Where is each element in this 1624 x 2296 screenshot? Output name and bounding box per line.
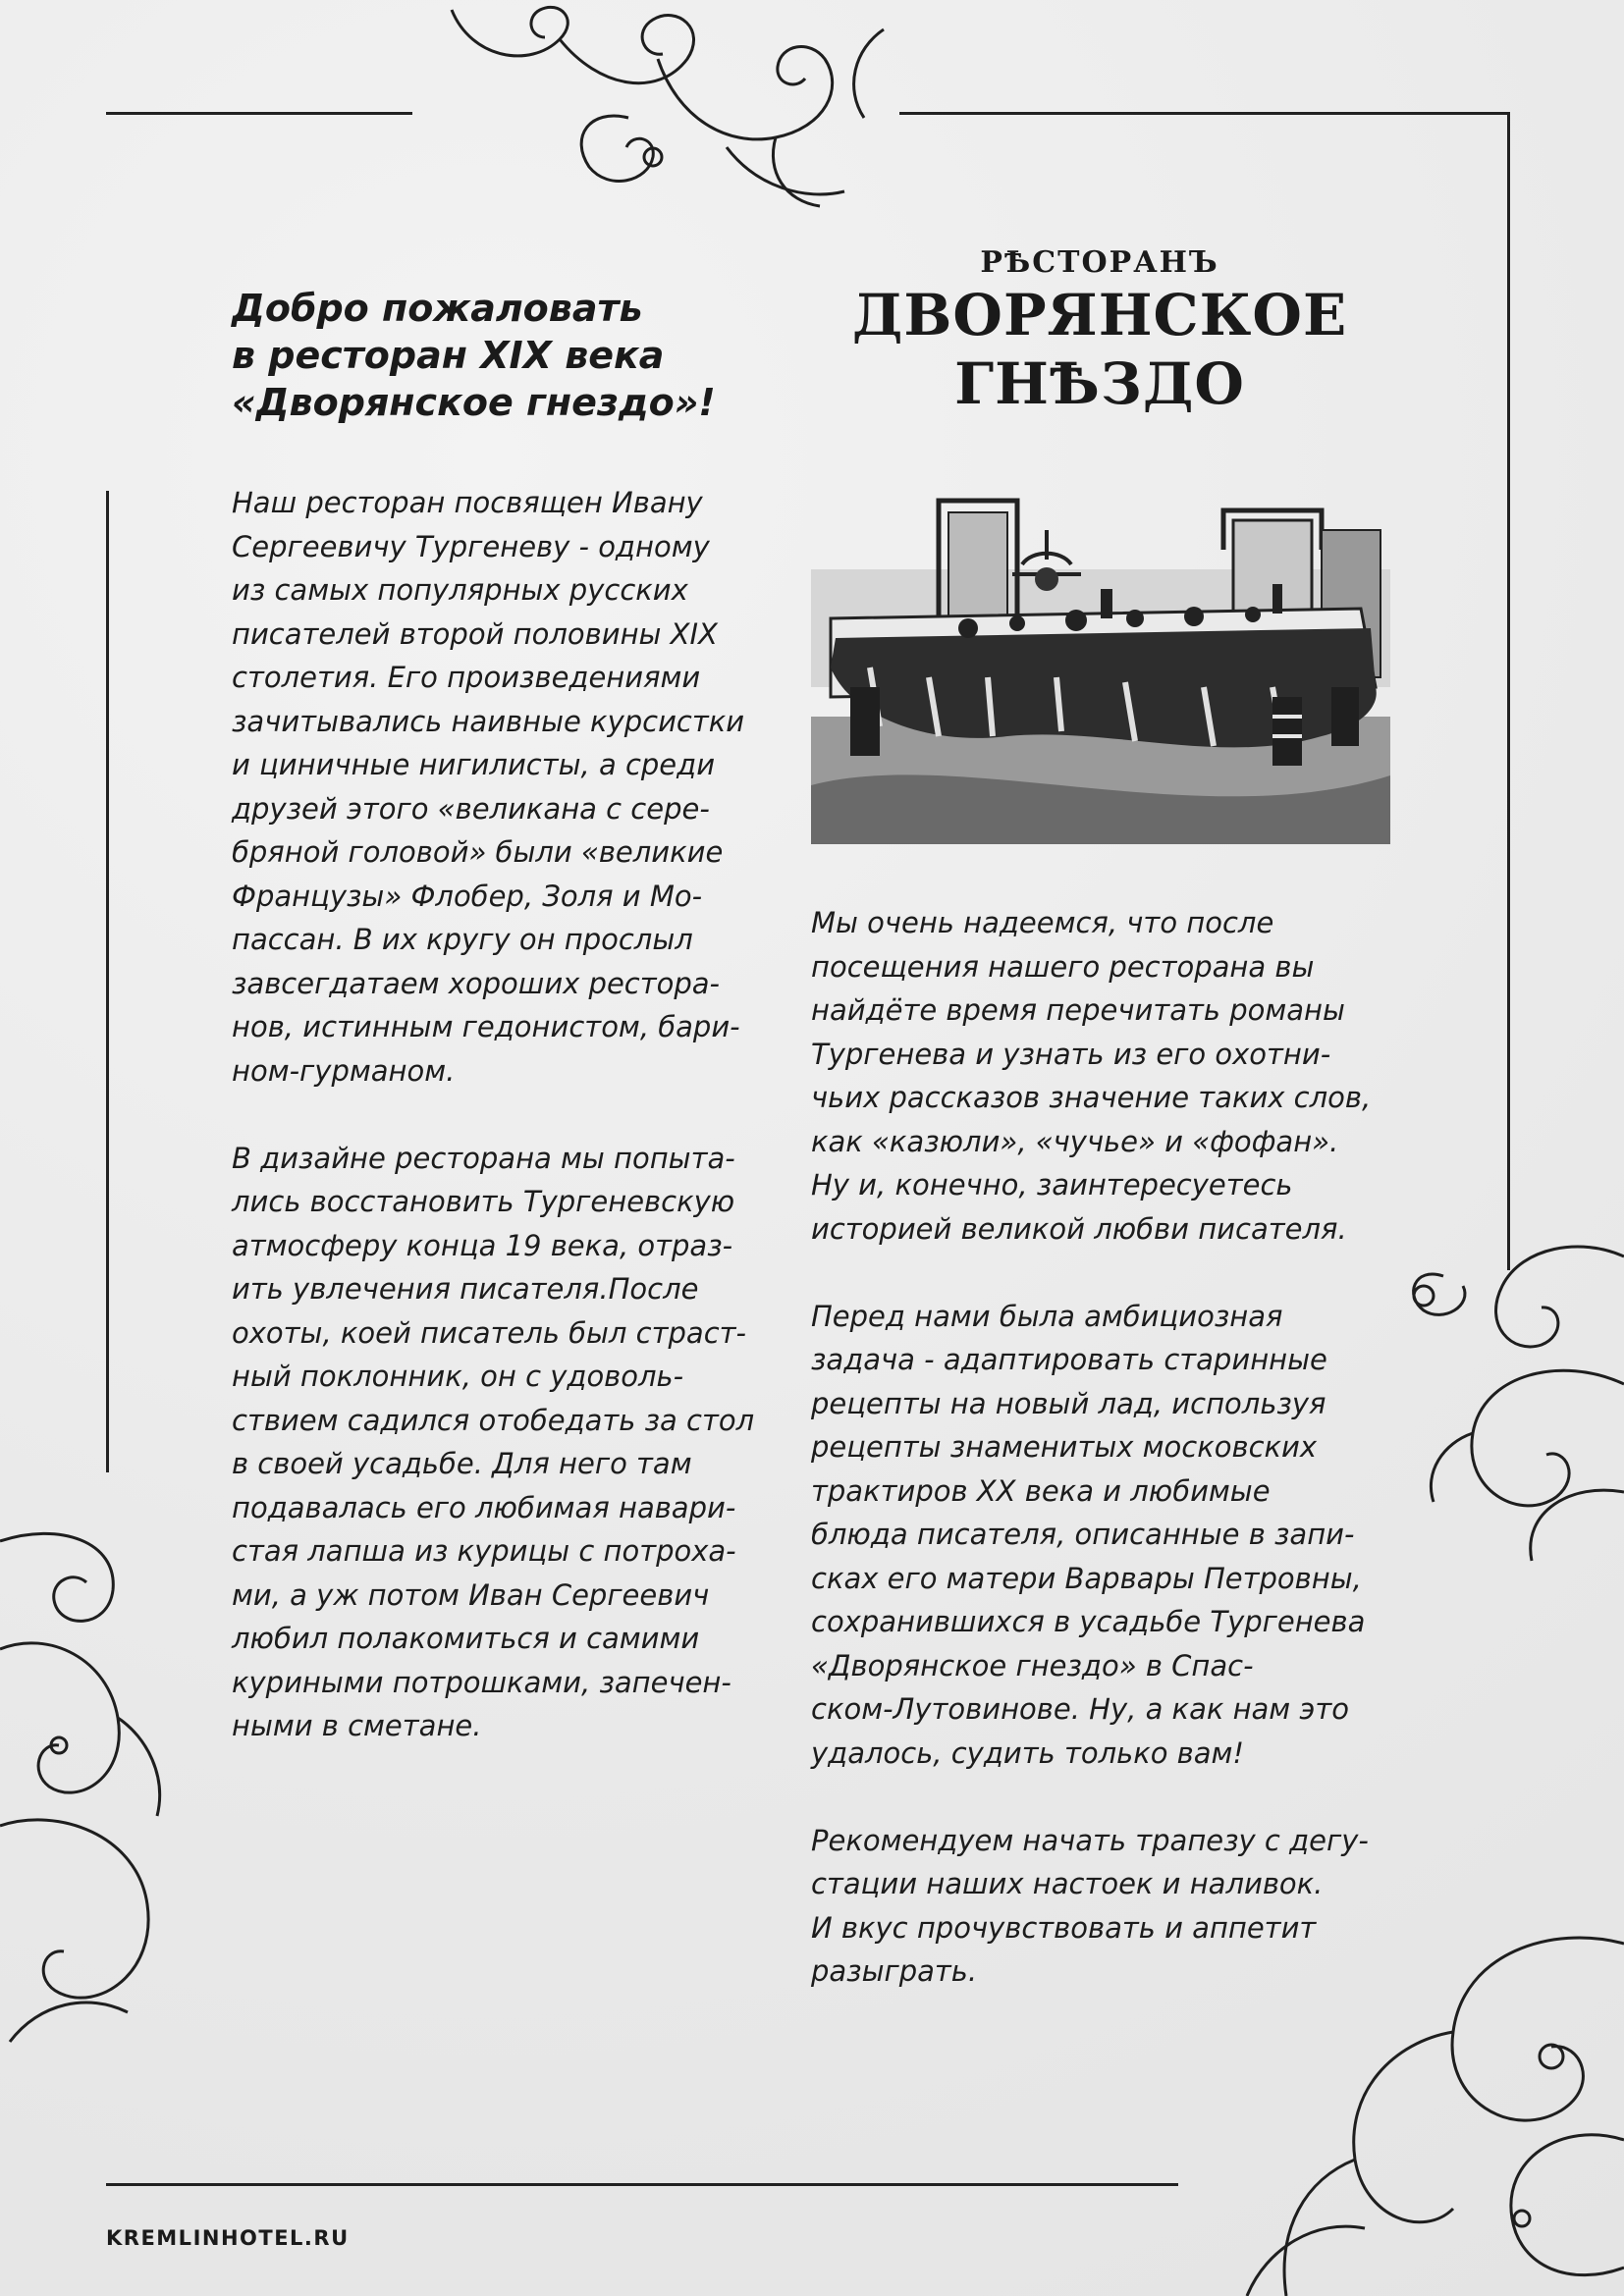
paragraph bbox=[232, 1137, 782, 1748]
left-text-column bbox=[232, 481, 782, 1748]
text-line: в своей усадьбе. Для него там bbox=[232, 1447, 692, 1480]
text-line: ном-гурманом. bbox=[232, 1053, 456, 1088]
text-line: посещения нашего ресторана вы bbox=[811, 949, 1315, 984]
text-line: Рекомендуем начать трапезу с дегу- bbox=[811, 1823, 1369, 1857]
heading-line: в ресторан XIX века bbox=[232, 334, 665, 377]
top-frame-line-left bbox=[106, 112, 412, 115]
text-line: стая лапша из курицы с потроха- bbox=[232, 1534, 736, 1568]
text-line: стации наших настоек и наливок. bbox=[811, 1867, 1324, 1900]
paragraph bbox=[811, 1819, 1400, 1994]
text-line: удалось, судить только вам! bbox=[811, 1735, 1245, 1770]
text-line: атмосферу конца 19 века, отраз- bbox=[232, 1228, 733, 1262]
text-line: Наш ресторан посвящен Ивану bbox=[232, 486, 703, 519]
text-line: пассан. В их кругу он прослыл bbox=[232, 923, 693, 956]
text-line: завсегдатаем хороших рестора- bbox=[232, 966, 721, 1000]
text-line: Тургенева и узнать из его охотни- bbox=[811, 1037, 1331, 1071]
text-line: разыграть. bbox=[811, 1954, 978, 1988]
text-line: сохранившихся в усадьбе Тургенева bbox=[811, 1605, 1366, 1638]
text-line: рецепты на новый лад, используя bbox=[811, 1386, 1326, 1420]
text-line: блюда писателя, описанные в запи- bbox=[811, 1518, 1355, 1551]
text-line: и циничные нигилисты, а среди bbox=[232, 748, 716, 781]
text-line: куриными потрошками, запечен- bbox=[232, 1665, 731, 1699]
text-line: нов, истинным гедонистом, бари- bbox=[232, 1010, 740, 1043]
text-line: ными в сметане. bbox=[232, 1709, 482, 1742]
bottom-frame-line bbox=[106, 2183, 1178, 2186]
right-frame-line bbox=[1507, 112, 1510, 1270]
text-line: Ну и, конечно, заинтересуетесь bbox=[811, 1168, 1293, 1201]
text-line: рецепты знаменитых московских bbox=[811, 1430, 1318, 1464]
text-line: столетия. Его произведениями bbox=[232, 661, 701, 694]
text-line: ми, а уж потом Иван Сергеевич bbox=[232, 1577, 710, 1612]
text-line: друзей этого «великана с сере- bbox=[232, 791, 710, 826]
logo-title bbox=[844, 281, 1355, 418]
right-swirl-ornament-icon bbox=[1384, 1237, 1624, 1590]
text-line: Перед нами была амбициозная bbox=[811, 1299, 1283, 1333]
left-column-rule bbox=[106, 491, 109, 1472]
logo-title-line: ГНѢЗДО bbox=[954, 350, 1245, 417]
footer-site-link[interactable]: KREMLINHOTEL.RU bbox=[106, 2226, 350, 2250]
text-line: В дизайне ресторана мы попыта- bbox=[232, 1141, 735, 1175]
welcome-heading bbox=[232, 285, 782, 426]
text-line: лись восстановить Тургеневскую bbox=[232, 1185, 735, 1218]
text-line: ском-Лутовинове. Ну, а как нам это bbox=[811, 1692, 1349, 1726]
heading-line: Добро пожаловать bbox=[232, 287, 643, 330]
restaurant-logo bbox=[844, 245, 1355, 418]
text-line: ный поклонник, он с удоволь- bbox=[232, 1360, 684, 1393]
top-swirl-ornament-icon bbox=[432, 0, 893, 216]
text-line: чьих рассказов значение таких слов, bbox=[811, 1081, 1372, 1114]
paragraph bbox=[232, 481, 782, 1093]
heading-line: «Дворянское гнездо»! bbox=[232, 381, 716, 424]
logo-subtitle: РѢСТОРАНЪ bbox=[980, 245, 1219, 280]
text-line: любил полакомиться и самими bbox=[232, 1622, 700, 1655]
text-line: историей великой любви писателя. bbox=[811, 1211, 1347, 1246]
text-line: ствием садился отобедать за стол bbox=[232, 1403, 755, 1437]
text-line: Мы очень надеемся, что после bbox=[811, 906, 1274, 939]
text-line: И вкус прочувствовать и аппетит bbox=[811, 1910, 1317, 1945]
logo-title-line: ДВОРЯНСКОЕ bbox=[851, 282, 1348, 348]
paragraph bbox=[811, 1295, 1400, 1776]
text-line: из самых популярных русских bbox=[232, 573, 688, 607]
text-line: зачитывались наивные курсистки bbox=[232, 704, 745, 738]
text-line: «Дворянское гнездо» в Спас- bbox=[811, 1648, 1254, 1682]
text-line: бряной головой» были «великие bbox=[232, 835, 724, 869]
text-line: найдёте время перечитать романы bbox=[811, 993, 1345, 1027]
text-line: подавалась его любимая навари- bbox=[232, 1490, 736, 1524]
text-line: трактиров XX века и любимые bbox=[811, 1473, 1271, 1508]
text-line: сках его матери Варвары Петровны, bbox=[811, 1561, 1362, 1595]
top-frame-line-right bbox=[899, 112, 1510, 115]
text-line: задача - адаптировать старинные bbox=[811, 1343, 1327, 1376]
text-line: Французы» Флобер, Золя и Мо- bbox=[232, 879, 703, 913]
text-line: Сергеевичу Тургеневу - одному bbox=[232, 529, 710, 563]
text-line: писателей второй половины XIX bbox=[232, 616, 718, 651]
paragraph bbox=[811, 901, 1400, 1251]
right-text-column bbox=[811, 901, 1400, 1994]
text-line: охоты, коей писатель был страст- bbox=[232, 1315, 746, 1350]
left-swirl-ornament-icon bbox=[0, 1512, 196, 2061]
text-line: как «казюли», «чучье» и «фофан». bbox=[811, 1124, 1339, 1158]
text-line: ить увлечения писателя.После bbox=[232, 1272, 699, 1306]
banquet-hall-engraving-icon bbox=[811, 491, 1390, 844]
